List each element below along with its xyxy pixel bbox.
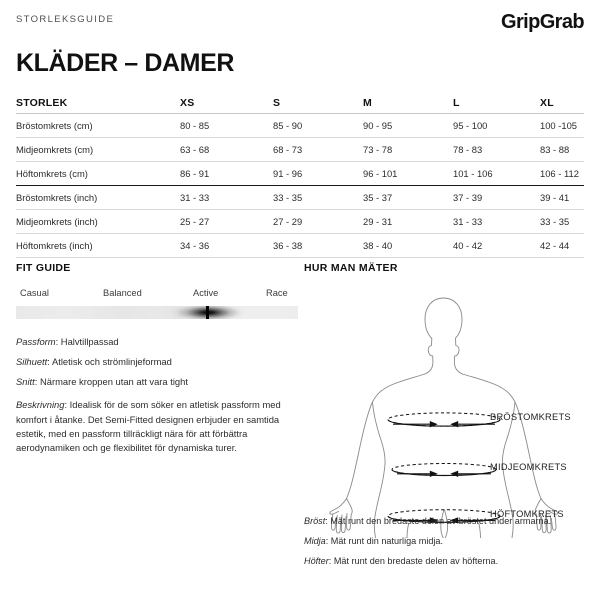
column-header-s: S: [273, 96, 281, 109]
measure-note-term: Höfter: [304, 555, 329, 566]
cell-m: 38 - 40: [363, 240, 393, 251]
cell-s: 85 - 90: [273, 120, 303, 131]
fit-attribute-term: Snitt: [16, 375, 35, 387]
table-row: [16, 186, 584, 210]
fit-attribute-value: : Atletisk och strömlinjeformad: [47, 355, 172, 367]
measure-note-text: : Mät runt din naturliga midja.: [325, 535, 443, 546]
size-table-head: [16, 92, 584, 114]
measure-note-text: : Mät runt den bredaste delen av höfterna.: [328, 555, 499, 566]
fit-attribute-value: : Halvtillpassad: [55, 336, 119, 347]
cell-l: 95 - 100: [453, 120, 488, 131]
fit-scale-label-casual: Casual: [20, 288, 49, 298]
column-header-storlek: STORLEK: [16, 96, 68, 109]
cell-s: 33 - 35: [273, 192, 303, 203]
table-row: [16, 114, 584, 138]
row-label: Höftomkrets (cm): [16, 168, 88, 179]
table-row: [16, 210, 584, 234]
fit-attribute-term: Silhuett: [16, 355, 48, 367]
row-label: Bröstomkrets (cm): [16, 120, 93, 131]
cell-xs: 86 - 91: [180, 168, 210, 179]
page-title: KLÄDER – DAMER: [16, 49, 235, 77]
chest-measure-label: BRÖSTOMKRETS: [490, 412, 571, 422]
cell-s: 91 - 96: [273, 168, 303, 179]
row-label: Midjeomkrets (inch): [16, 216, 98, 227]
waist-measure-band: [392, 464, 496, 478]
cell-s: 27 - 29: [273, 216, 303, 227]
cell-s: 36 - 38: [273, 240, 303, 251]
table-row: [16, 234, 584, 258]
fit-description: [16, 398, 295, 455]
measure-note-text: : Mät runt den bredaste delen av bröstet under armarna.: [325, 516, 552, 526]
measure-note-hofter: [304, 556, 596, 567]
measure-note-term: Bröst: [304, 516, 326, 526]
cell-l: 78 - 83: [453, 144, 483, 155]
table-header-row: [16, 92, 584, 114]
table-row: [16, 162, 584, 186]
column-header-xl: XL: [540, 96, 554, 109]
cell-xl: 39 - 41: [540, 192, 570, 203]
column-header-xs: XS: [180, 96, 195, 109]
cell-l: 101 - 106: [453, 168, 493, 179]
hip-measure-label: HÖFTOMKRETS: [490, 509, 564, 519]
how-to-measure-section: [304, 262, 596, 538]
fit-scale-marker: [170, 306, 246, 319]
measure-notes: [304, 516, 596, 576]
cell-xs: 34 - 36: [180, 240, 210, 251]
cell-xs: 80 - 85: [180, 120, 210, 131]
table-row: [16, 138, 584, 162]
eyebrow-label: STORLEKSGUIDE: [16, 14, 115, 25]
column-header-m: M: [363, 96, 372, 109]
cell-m: 96 - 101: [363, 168, 398, 179]
fit-scale-label-active: Active: [193, 288, 219, 298]
body-diagram: [304, 288, 596, 538]
measure-note-brost: [304, 516, 596, 527]
fit-attribute-silhuett: [16, 356, 298, 368]
fit-guide-title: FIT GUIDE: [16, 262, 71, 274]
waist-measure-label: MIDJEOMKRETS: [490, 462, 567, 472]
fit-guide-section: [16, 262, 298, 455]
cell-xl: 33 - 35: [540, 216, 570, 227]
fit-attribute-value: : Närmare kroppen utan att vara tight: [34, 375, 188, 387]
cell-xl: 83 - 88: [540, 144, 570, 155]
fit-scale-bar: [16, 306, 298, 319]
cell-m: 90 - 95: [363, 120, 393, 131]
cell-xl: 106 - 112: [540, 168, 579, 179]
fit-attribute-term: Passform: [16, 336, 56, 347]
cell-xl: 100 -105: [540, 120, 578, 131]
cell-l: 37 - 39: [453, 192, 483, 203]
fit-attribute-snitt: [16, 376, 298, 388]
fit-description-term: Beskrivning: [16, 399, 65, 411]
size-table-body: [16, 114, 584, 258]
cell-m: 35 - 37: [363, 192, 393, 203]
fit-scale-labels: [16, 288, 298, 301]
cell-xs: 31 - 33: [180, 192, 210, 203]
size-table: [16, 92, 584, 258]
row-label: Bröstomkrets (inch): [16, 192, 98, 203]
fit-attributes: [16, 336, 298, 387]
measure-note-term: Midja: [304, 535, 326, 546]
how-to-measure-title: HUR MAN MÄTER: [304, 262, 398, 274]
row-label: Midjeomkrets (cm): [16, 144, 94, 155]
cell-l: 31 - 33: [453, 216, 483, 227]
measure-note-midja: [304, 536, 596, 547]
fit-description-text: : Idealisk för de som söker en atletisk passform med komfort i åtanke. Det Semi-Fitted designen erbjuder en samtida estetik, med en passform tillräckligt nära för att förbättra aerodynamiken och ge flexibilitet för dynamiska turer.: [16, 399, 281, 454]
column-header-l: L: [453, 96, 460, 109]
cell-xl: 42 - 44: [540, 240, 570, 251]
cell-m: 29 - 31: [363, 216, 393, 227]
cell-s: 68 - 73: [273, 144, 303, 155]
fit-scale-label-race: Race: [266, 288, 288, 298]
fit-attribute-passform: [16, 336, 298, 348]
fit-scale-label-balanced: Balanced: [103, 288, 142, 298]
cell-m: 73 - 78: [363, 144, 393, 155]
cell-l: 40 - 42: [453, 240, 483, 251]
row-label: Höftomkrets (inch): [16, 240, 93, 251]
cell-xs: 63 - 68: [180, 144, 210, 155]
brand-logo: GripGrab: [501, 11, 584, 33]
cell-xs: 25 - 27: [180, 216, 210, 227]
chest-measure-band: [388, 413, 500, 428]
